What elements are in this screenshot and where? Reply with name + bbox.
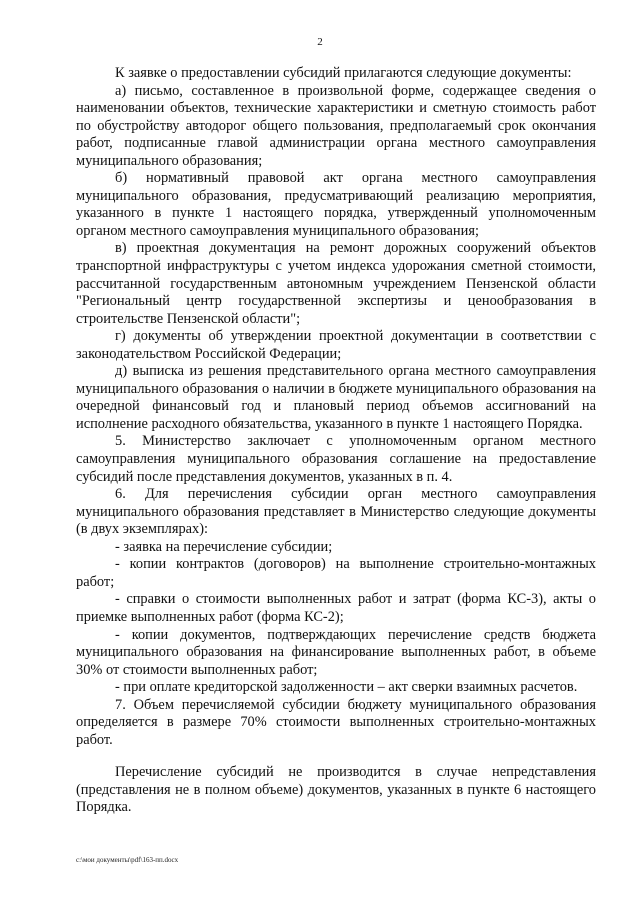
doc-list-item: - справки о стоимости выполненных работ и затрат (форма КС-3), акты о приемке выполненных работ (форма КС-2); [76, 591, 596, 625]
closing-paragraph: Перечисление субсидий не производится в случае непредставления (представления не в полном объеме) документов, указанных в пункте 6 настоящего Порядка. [76, 764, 596, 816]
item-b-paragraph: б) нормативный правовой акт органа местного самоуправления муниципального образования, предусматривающий реализацию мероприятия, указанного в пункте 1 настоящего порядка, утвержденный уполномоченным органом местного самоуправления муниципального образования; [76, 170, 596, 239]
clause-6-paragraph: 6. Для перечисления субсидии орган местного самоуправления муниципального образования представляет в Министерство следующие документы (в двух экземплярах): [76, 486, 596, 538]
doc-list-item: - копии контрактов (договоров) на выполнение строительно-монтажных работ; [76, 556, 596, 590]
intro-paragraph: К заявке о предоставлении субсидий прилагаются следующие документы: [115, 65, 572, 81]
item-g-paragraph: г) документы об утверждении проектной документации в соответствии с законодательством Российской Федерации; [76, 328, 596, 362]
page-number: 2 [317, 36, 323, 48]
item-v-paragraph: в) проектная документация на ремонт дорожных сооружений объектов транспортной инфраструктуры с учетом индекса удорожания сметной стоимости, рассчитанной государственным автономным учреждением Пензенской области "Региональный центр государственной экспертизы и ценообразования в строительстве Пензенской области"; [76, 240, 596, 327]
document-body [76, 65, 596, 817]
doc-list-item: - копии документов, подтверждающих перечисление средств бюджета муниципального образования на финансирование выполненных работ, в объеме 30% от стоимости выполненных работ; [76, 626, 596, 678]
file-path-footer: c:\мои документы\pdf\163-пп.docx [76, 856, 179, 864]
item-a-paragraph: а) письмо, составленное в произвольной форме, содержащее сведения о наименовании объектов, технические характеристики и сметную стоимость работ по обустройству автодорог общего пользования, предполагаемый срок окончания работ, подписанные главой администрации органа местного самоуправления муниципального образования; [76, 82, 596, 169]
doc-list-item: - заявка на перечисление субсидии; [115, 538, 333, 555]
clause-7-paragraph: 7. Объем перечисляемой субсидии бюджету муниципального образования определяется в размере 70% стоимости выполненных строительно-монтажных работ. [76, 696, 596, 748]
doc-list-item: - при оплате кредиторской задолженности – акт сверки взаимных расчетов. [115, 679, 578, 696]
clause-5-paragraph: 5. Министерство заключает с уполномоченным органом местного самоуправления муниципального образования соглашение на предоставление субсидий после представления документов, указанных в п. 4. [76, 433, 596, 485]
item-d-paragraph: д) выписка из решения представительного органа местного самоуправления муниципального образования о наличии в бюджете муниципального образования на очередной финансовый год и плановый период объемов ассигнований на исполнение расходного обязательства, указанного в пункте 1 настоящего Порядка. [76, 363, 596, 432]
